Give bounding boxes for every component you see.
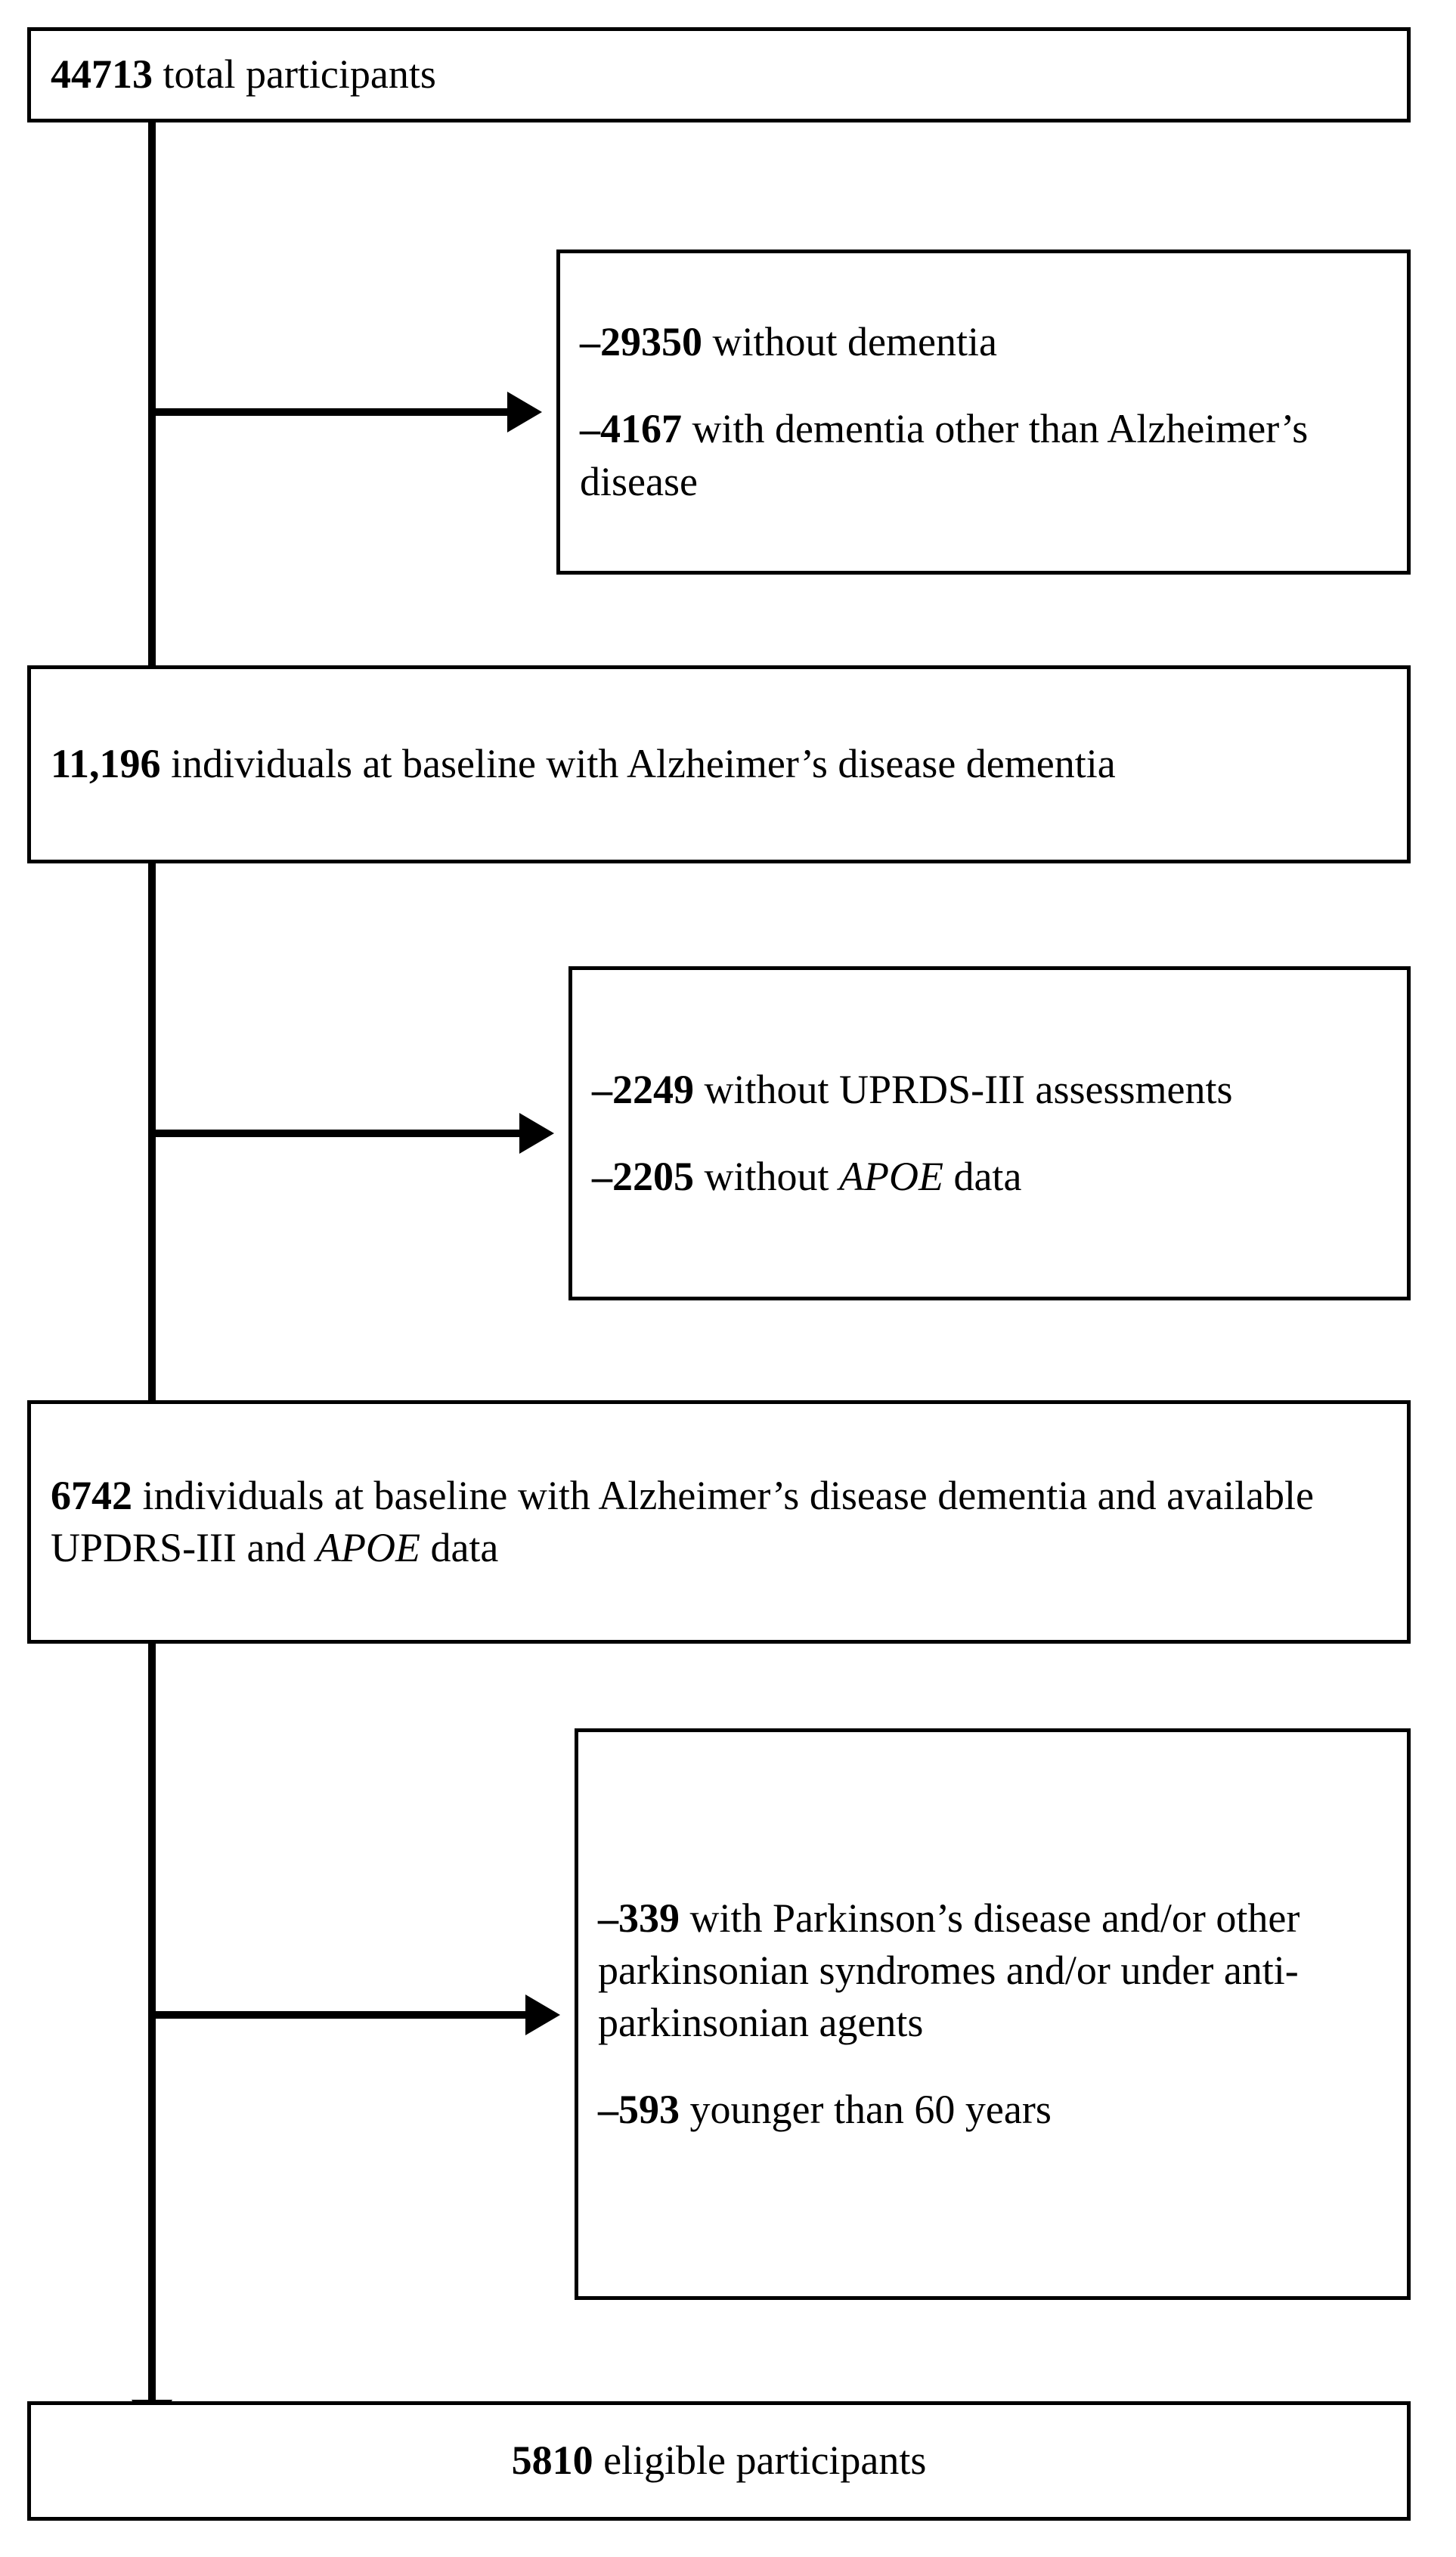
available-data-text-post: data — [420, 1525, 499, 1570]
exclusion-2-line-2 — [572, 1151, 1407, 1203]
box-exclusion-3 — [575, 1728, 1411, 2300]
exclusion-arrow-right-2 — [519, 1113, 554, 1154]
flow-line-3 — [148, 1644, 156, 2435]
eligible-participants-count: 5810 — [511, 2438, 593, 2484]
box-available-data-line — [31, 1470, 1407, 1574]
available-data-gene-apoe: APOE — [315, 1525, 420, 1570]
exclusion-line-3 — [152, 2011, 525, 2019]
exclusion-2-count-1: –2249 — [592, 1066, 694, 1112]
exclusion-3-line-2 — [578, 2084, 1407, 2136]
box-total-participants-line — [31, 48, 1407, 101]
exclusion-3-text-1: with Parkinson’s disease and/or other parkinsonian syndromes and/or under anti-parkinsonian agents — [598, 1895, 1300, 2045]
box-eligible-participants-line — [31, 2435, 1407, 2487]
exclusion-line-2 — [152, 1130, 519, 1137]
total-participants-text: total participants — [153, 51, 436, 98]
exclusion-1-line-1 — [560, 316, 1407, 368]
eligible-participants-text: eligible participants — [593, 2438, 927, 2484]
exclusion-2-text-2-post: data — [943, 1154, 1022, 1199]
box-total-participants — [27, 27, 1411, 122]
box-available-data — [27, 1400, 1411, 1644]
exclusion-1-text-2: with dementia other than Alzheimer’s disease — [580, 406, 1309, 504]
exclusion-2-line-1 — [572, 1064, 1407, 1116]
box-alzheimers-baseline-line — [31, 738, 1407, 790]
exclusion-3-line-1 — [578, 1892, 1407, 2049]
box-exclusion-2 — [568, 966, 1411, 1300]
exclusion-arrow-right-1 — [507, 392, 542, 432]
exclusion-line-1 — [152, 408, 507, 416]
alzheimers-baseline-count: 11,196 — [51, 741, 161, 787]
exclusion-1-count-1: –29350 — [580, 319, 702, 365]
exclusion-1-count-2: –4167 — [580, 406, 682, 452]
box-exclusion-1 — [556, 250, 1411, 575]
exclusion-3-count-1: –339 — [598, 1895, 680, 1941]
exclusion-3-count-2: –593 — [598, 2087, 680, 2133]
exclusion-2-count-2: –2205 — [592, 1154, 694, 1199]
exclusion-arrow-right-3 — [525, 1994, 560, 2035]
box-alzheimers-baseline — [27, 665, 1411, 863]
exclusion-2-text-1: without UPRDS-III assessments — [694, 1066, 1233, 1112]
box-eligible-participants — [27, 2401, 1411, 2521]
total-participants-count: 44713 — [51, 51, 153, 98]
exclusion-1-line-2 — [560, 403, 1407, 507]
available-data-count: 6742 — [51, 1472, 132, 1518]
exclusion-2-gene-apoe: APOE — [839, 1154, 943, 1199]
alzheimers-baseline-text: individuals at baseline with Alzheimer’s disease dementia — [160, 741, 1116, 787]
exclusion-1-text-1: without dementia — [702, 319, 997, 365]
available-data-text-pre: individuals at baseline with Alzheimer’s disease dementia and available UPDRS-III and — [51, 1472, 1315, 1570]
exclusion-3-text-2: younger than 60 years — [680, 2087, 1052, 2133]
exclusion-2-text-2-pre: without — [694, 1154, 840, 1199]
flow-line-2 — [148, 863, 156, 1435]
